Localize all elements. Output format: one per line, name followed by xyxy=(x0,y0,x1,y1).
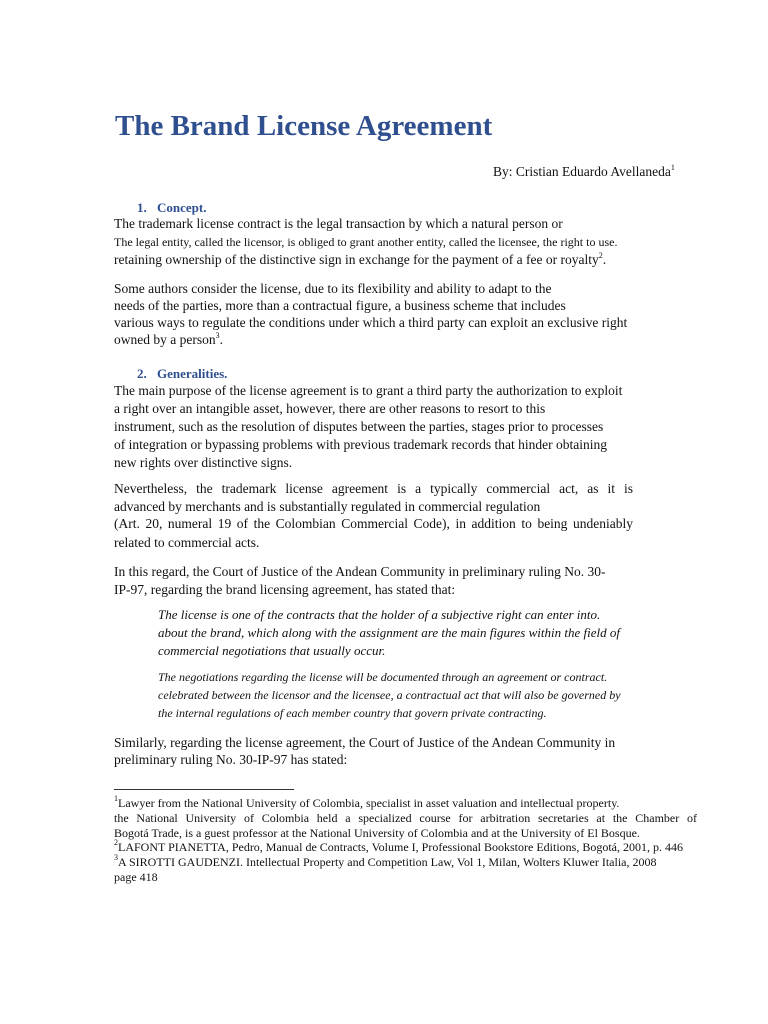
generalities-p1-line4: of integration or bypassing problems with previous trademark records that hinder obtaining xyxy=(114,437,608,452)
footnote-3-text: A SIROTTI GAUDENZI. Intellectual Property and Competition Law, Vol 1, Milan, Wolters Kluwer Italia, 2008 xyxy=(118,855,657,869)
byline-text: By: Cristian Eduardo Avellaneda xyxy=(493,164,671,179)
byline xyxy=(493,164,675,180)
footnote-1-line3: Bogotá Trade, is a guest professor at the National University of Colombia and at the University of El Bosque. xyxy=(114,826,640,840)
generalities-p2-line1: Nevertheless, the trademark license agreement is a typically commercial act, as it is xyxy=(114,481,633,496)
generalities-p2-line3: (Art. 20, numeral 19 of the Colombian Commercial Code), in addition to being undeniably xyxy=(114,516,633,531)
section-title: Concept. xyxy=(157,200,207,215)
quote1-line3: commercial negotiations that usually occur. xyxy=(158,643,386,658)
generalities-p1-line2: a right over an intangible asset, however, there are other reasons to resort to this xyxy=(114,401,546,416)
section-number: 1. xyxy=(137,200,147,215)
concept-p2-line4-text: owned by a person xyxy=(114,332,216,347)
quote2-line2: celebrated between the licensor and the licensee, a contractual act that will also be governed by xyxy=(158,688,621,702)
concept-p2-line1: Some authors consider the license, due to its flexibility and ability to adapt to the xyxy=(114,281,552,296)
quote1-line1: The license is one of the contracts that the holder of a subjective right can enter into. xyxy=(158,607,601,622)
generalities-p3-line2: IP-97, regarding the brand licensing agreement, has stated that: xyxy=(114,582,456,597)
section-number: 2. xyxy=(137,366,147,381)
quote2-line1: The negotiations regarding the license will be documented through an agreement or contract. xyxy=(158,670,608,684)
byline-footnote-ref[interactable]: 1 xyxy=(670,162,675,172)
document-title: The Brand License Agreement xyxy=(115,110,493,142)
generalities-p1-line3: instrument, such as the resolution of disputes between the parties, stages prior to processes xyxy=(114,419,604,434)
footnote-3-line2: page 418 xyxy=(114,870,158,884)
footnote-2-mark: 2 xyxy=(114,838,118,847)
footnote-ref-3[interactable]: 3 xyxy=(215,330,220,340)
footnote-2-text: LAFONT PIANETTA, Pedro, Manual de Contracts, Volume I, Professional Bookstore Editions, Bogotá, 2001, p. 446 xyxy=(118,840,683,854)
footnote-1-line2: the National University of Colombia held a specialized course for arbitration secretaries at the Chamber of xyxy=(114,811,697,825)
concept-p2-line3: various ways to regulate the conditions under which a third party can exploit an exclusive right xyxy=(114,315,628,330)
concept-p1-line1: The trademark license contract is the legal transaction by which a natural person or xyxy=(114,216,563,231)
generalities-p4-line2: preliminary ruling No. 30-IP-97 has stated: xyxy=(114,752,348,767)
quote1-line2: about the brand, which along with the assignment are the main figures within the field of xyxy=(158,625,620,640)
generalities-p2-line2: advanced by merchants and is substantially regulated in commercial regulation xyxy=(114,499,541,514)
concept-p2-line2: needs of the parties, more than a contractual figure, a business scheme that includes xyxy=(114,298,566,313)
section-heading-concept xyxy=(137,200,206,216)
footnote-separator xyxy=(114,789,294,790)
generalities-p1-line1: The main purpose of the license agreement is to grant a third party the authorization to exploit xyxy=(114,383,623,398)
generalities-p3-line1: In this regard, the Court of Justice of the Andean Community in preliminary ruling No. 30- xyxy=(114,564,606,579)
footnote-3-mark: 3 xyxy=(114,853,118,862)
concept-p1-line3 xyxy=(114,251,606,269)
footnote-1-text: Lawyer from the National University of Colombia, specialist in asset valuation and intellectual property. xyxy=(118,796,620,810)
section-heading-generalities xyxy=(137,366,227,382)
concept-p1-end: . xyxy=(602,252,607,267)
footnote-ref-2[interactable]: 2 xyxy=(598,250,603,260)
section-title: Generalities. xyxy=(157,366,228,381)
concept-p2-line4 xyxy=(114,331,223,349)
concept-p2-end: . xyxy=(219,332,223,347)
generalities-p4-line1: Similarly, regarding the license agreement, the Court of Justice of the Andean Community in xyxy=(114,735,616,750)
generalities-p2-line4: related to commercial acts. xyxy=(114,535,260,550)
footnote-3-line1 xyxy=(114,855,657,870)
footnote-1-mark: 1 xyxy=(114,794,118,803)
generalities-p1-line5: new rights over distinctive signs. xyxy=(114,455,293,470)
footnote-1-line1 xyxy=(114,796,619,811)
footnote-2 xyxy=(114,840,683,855)
concept-p1-line2: The legal entity, called the licensor, is obliged to grant another entity, called the licensee, the right to use. xyxy=(114,235,618,249)
quote2-line3: the internal regulations of each member country that govern private contracting. xyxy=(158,706,547,720)
concept-p1-line3-text: retaining ownership of the distinctive sign in exchange for the payment of a fee or royalty xyxy=(114,252,599,267)
